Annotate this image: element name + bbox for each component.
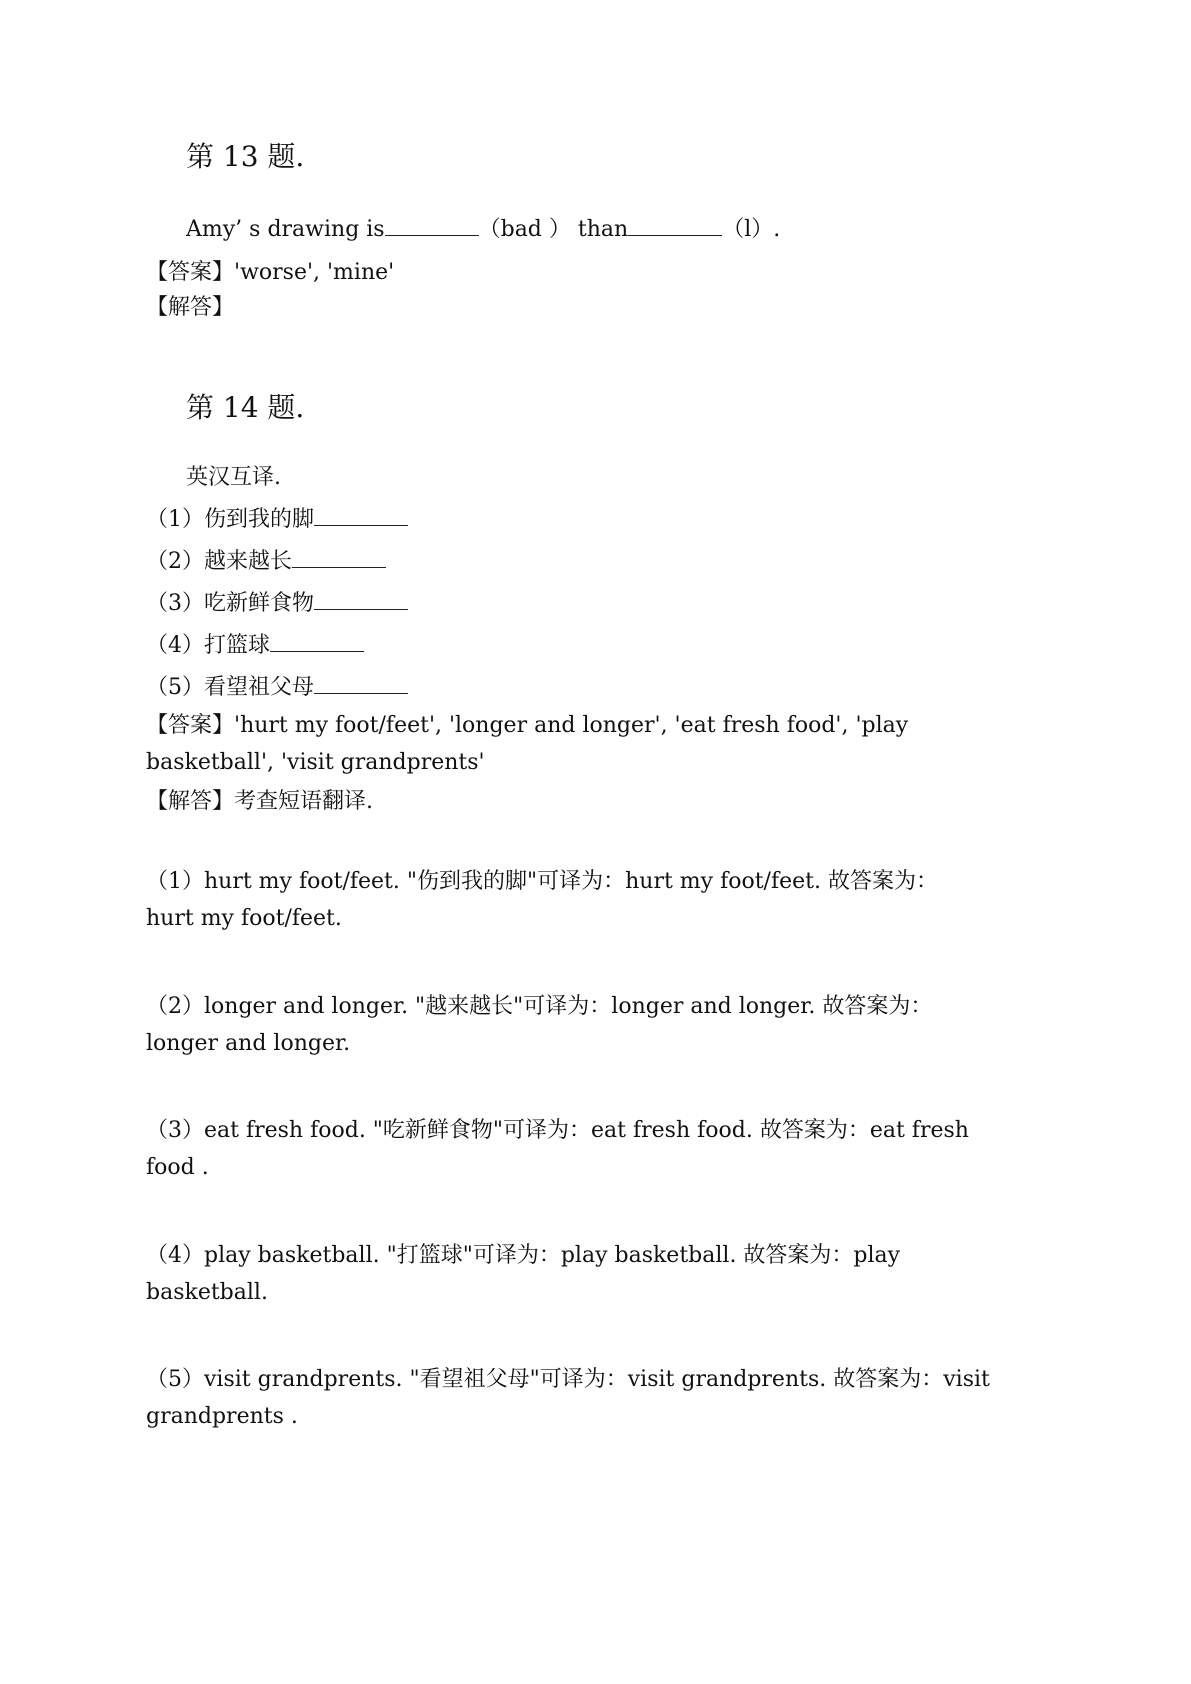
explanation-line: （2）longer and longer. "越来越长"可译为：longer and longer. 故答案为： xyxy=(146,994,933,1019)
explanation-line: （5）visit grandprents. "看望祖父母"可译为：visit grandprents. 故答案为：visit xyxy=(146,1367,990,1392)
answer-blank-1 xyxy=(385,213,479,236)
question-13-answer xyxy=(146,259,394,287)
explanation-line: longer and longer. xyxy=(146,1031,351,1056)
stem-text-b: （bad ） than xyxy=(478,217,629,242)
question-14-answer-continued: basketball', 'visit grandprents' xyxy=(146,750,485,775)
answer-label: 【答案】 xyxy=(146,260,235,285)
explain-text: 考查短语翻译. xyxy=(234,789,374,814)
answer-blank xyxy=(314,671,408,694)
question-14-answer xyxy=(146,712,908,740)
translation-item xyxy=(146,545,386,576)
question-13-stem xyxy=(186,213,780,244)
item-text: （1）伤到我的脚 xyxy=(146,507,314,532)
translation-item xyxy=(146,671,408,702)
item-text: （3）吃新鲜食物 xyxy=(146,591,314,616)
answer-blank xyxy=(314,587,408,610)
answer-text: 'worse', 'mine' xyxy=(234,260,395,285)
explanation-line: food . xyxy=(146,1155,209,1180)
question-14-explain xyxy=(146,788,373,816)
translation-item xyxy=(146,629,364,660)
question-14-instruction: 英汉互译. xyxy=(186,465,281,490)
stem-text-a: Amy’ s drawing is xyxy=(186,217,385,242)
question-13-explain-label: 【解答】 xyxy=(146,295,235,320)
answer-text: 'hurt my foot/feet', 'longer and longer', 'eat fresh food', 'play xyxy=(234,713,909,738)
explanation-line: （1）hurt my foot/feet. "伤到我的脚"可译为：hurt my foot/feet. 故答案为： xyxy=(146,869,938,894)
question-13-heading: 第 13 题. xyxy=(186,140,305,173)
translation-item xyxy=(146,587,408,618)
answer-blank xyxy=(292,545,386,568)
question-14-heading: 第 14 题. xyxy=(186,391,305,424)
answer-blank xyxy=(270,629,364,652)
explanation-line: hurt my foot/feet. xyxy=(146,906,342,931)
item-text: （4）打篮球 xyxy=(146,633,270,658)
answer-label: 【答案】 xyxy=(146,713,235,738)
translation-item xyxy=(146,503,408,534)
answer-blank-2 xyxy=(628,213,722,236)
answer-blank xyxy=(314,503,408,526)
explain-label: 【解答】 xyxy=(146,789,235,814)
explanation-line: （3）eat fresh food. "吃新鲜食物"可译为：eat fresh food. 故答案为：eat fresh xyxy=(146,1118,969,1143)
explanation-line: basketball. xyxy=(146,1280,268,1305)
explanation-line: grandprents . xyxy=(146,1404,298,1429)
item-text: （2）越来越长 xyxy=(146,549,292,574)
stem-text-c: （l）. xyxy=(722,217,781,242)
item-text: （5）看望祖父母 xyxy=(146,675,314,700)
explanation-line: （4）play basketball. "打篮球"可译为：play basketball. 故答案为：play xyxy=(146,1243,901,1268)
